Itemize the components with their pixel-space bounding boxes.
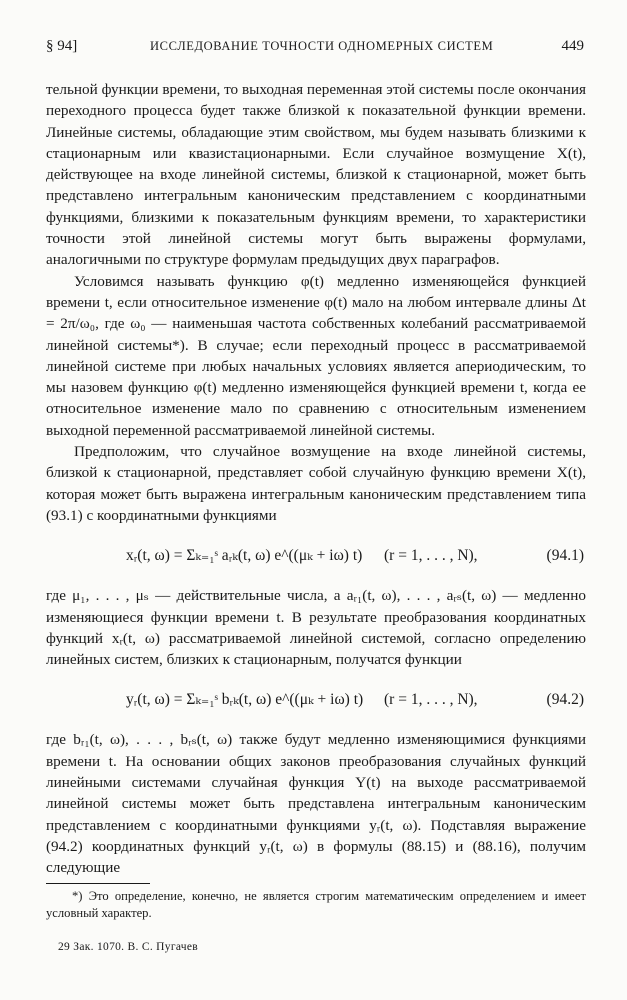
header-section: § 94] (46, 38, 78, 54)
body-text (46, 79, 586, 879)
equation-94-1-formula: xᵣ(t, ω) = Σₖ₌₁ˢ aᵣₖ(t, ω) e^((μₖ + iω) t) (126, 547, 363, 565)
paragraph-4: где μ₁, . . . , μₛ — действительные числа, а aᵣ₁(t, ω), . . . , aᵣₛ(t, ω) — медленно изменяющиеся функции времени t. В результате преобразования координатных функций xᵣ(t, ω) рассматриваемой линейной системой, согласно определению линейных систем, близких к стационарным, получатся функции (46, 587, 586, 669)
equation-94-2-number: (94.2) (546, 691, 584, 709)
paragraph-1: тельной функции времени, то выходная переменная этой системы после окончания переходного процесса будет также близкой к показательной функции времени. Линейные системы, обладающие этим свойством, мы будем называть близкими к стационарным или квазистационарными. Если случайное возмущение X(t), действующее на входе линейной системы, близкой к стационарной, может быть представлено интегральным каноническим представлением с координатными функциями, близкими к показательным функциям времени, то характеристики точности этой линейной системы могут быть выражены формулами, аналогичными по структуре формулам предыдущих двух параграфов. (46, 81, 586, 269)
paragraph-3: Предположим, что случайное возмущение на входе линейной системы, близкой к стационарной, представляет собой случайную функцию времени X(t), которая может быть выражена интегральным каноническим представлением типа (93.1) с координатными функциями (46, 443, 586, 524)
printer-signature: 29 Зак. 1070. В. С. Пугачев (58, 941, 199, 953)
equation-94-2-formula: yᵣ(t, ω) = Σₖ₌₁ˢ bᵣₖ(t, ω) e^((μₖ + iω) t) (126, 691, 364, 709)
footnote: *) Это определение, конечно, не является строгим математическим определением и имеет условный характер. (46, 888, 586, 920)
equation-94-2-condition: (r = 1, . . . , N), (384, 691, 478, 709)
equation-94-2 (46, 679, 586, 721)
header-page-number: 449 (561, 38, 584, 54)
equation-94-1-condition: (r = 1, . . . , N), (384, 547, 478, 565)
header-title: ИССЛЕДОВАНИЕ ТОЧНОСТИ ОДНОМЕРНЫХ СИСТЕМ (150, 39, 494, 53)
equation-94-1 (46, 535, 586, 577)
equation-94-1-number: (94.1) (546, 547, 584, 565)
footnote-divider (46, 883, 150, 884)
running-header (46, 36, 586, 60)
paragraph-5: где bᵣ₁(t, ω), . . . , bᵣₛ(t, ω) также будут медленно изменяющимися функциями времени t. На основании общих законов преобразования случайных функций линейными системами случайная функция Y(t) на выходе рассматриваемой линейной системы может быть представлена интегральным каноническим представлением с координатными функциями yᵣ(t, ω). Подставляя выражение (94.2) координатных функций yᵣ(t, ω) в формулы (88.15) и (88.16), получим следующие (46, 731, 586, 877)
paragraph-2: Условимся называть функцию φ(t) медленно изменяющейся функцией времени t, если относительное изменение φ(t) мало на любом интервале длины Δt = 2π/ω₀, где ω₀ — наименьшая частота собственных колебаний рассматриваемой линейной системы*). В случае; если переходный процесс в рассматриваемой линейной системе при любых начальных условиях является апериодическим, то мы назовем функцию φ(t) медленно изменяющейся функцией времени t, когда ее относительное изменение мало по сравнению с относительным изменением выходной переменной рассматриваемой линейной системы. (46, 272, 586, 439)
page (46, 36, 586, 922)
